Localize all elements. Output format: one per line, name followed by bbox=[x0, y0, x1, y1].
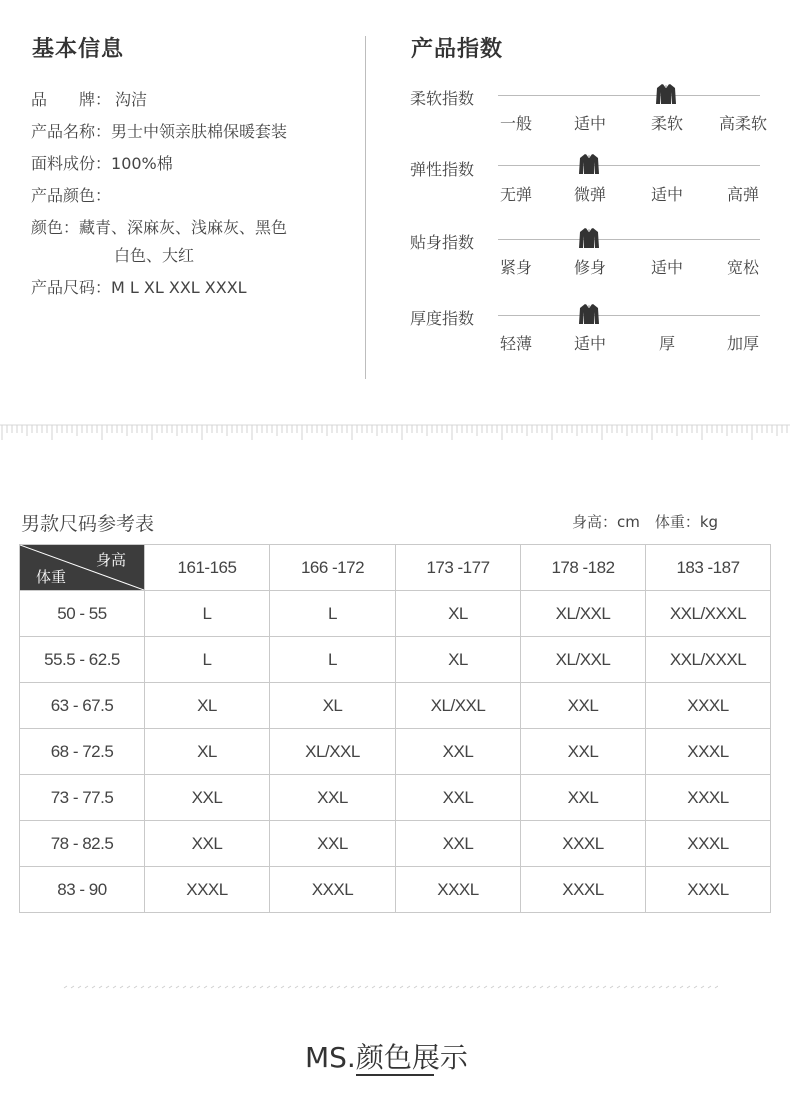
size-cell: XXXL bbox=[646, 821, 771, 867]
table-row bbox=[20, 867, 771, 913]
index-label: 柔软指数 bbox=[410, 89, 475, 108]
index-option: 加厚 bbox=[726, 334, 760, 353]
index-option: 修身 bbox=[573, 258, 607, 277]
product-index-title: 产品指数 bbox=[411, 37, 504, 62]
info-row bbox=[31, 275, 247, 298]
index-option: 适中 bbox=[573, 334, 607, 353]
size-cell: XXL bbox=[521, 729, 646, 775]
table-row bbox=[20, 775, 771, 821]
info-value: 藏青、深麻灰、浅麻灰、黑色 bbox=[79, 218, 288, 237]
size-cell: XXXL bbox=[646, 683, 771, 729]
size-cell: XXL bbox=[145, 775, 270, 821]
index-option: 一般 bbox=[499, 114, 533, 133]
size-cell: XXXL bbox=[396, 867, 521, 913]
corner-weight-label: 体重 bbox=[36, 568, 67, 586]
size-cell: L bbox=[270, 591, 396, 637]
index-option: 高弹 bbox=[726, 185, 760, 204]
table-row bbox=[20, 683, 771, 729]
height-column-header: 178 -182 bbox=[521, 545, 646, 591]
size-cell: XXL bbox=[396, 729, 521, 775]
dashed-divider bbox=[62, 985, 718, 989]
size-cell: L bbox=[145, 637, 270, 683]
size-table-title: 男款尺码参考表 bbox=[21, 513, 155, 535]
weight-cell: 83 - 90 bbox=[20, 867, 145, 913]
size-cell: XXL bbox=[270, 821, 396, 867]
table-row bbox=[20, 591, 771, 637]
corner-height-label: 身高 bbox=[95, 551, 126, 569]
info-row bbox=[31, 183, 111, 206]
index-option: 厚 bbox=[658, 334, 676, 353]
index-label: 贴身指数 bbox=[410, 233, 475, 252]
weight-cell: 78 - 82.5 bbox=[20, 821, 145, 867]
size-table bbox=[19, 544, 771, 913]
weight-cell: 73 - 77.5 bbox=[20, 775, 145, 821]
info-value: 100%棉 bbox=[111, 154, 173, 173]
table-row bbox=[20, 821, 771, 867]
info-value: 男士中领亲肤棉保暖套装 bbox=[111, 122, 288, 141]
index-scale-line bbox=[498, 95, 760, 96]
index-option: 适中 bbox=[650, 185, 684, 204]
info-value: M L XL XXL XXXL bbox=[111, 278, 247, 297]
index-option: 无弹 bbox=[499, 185, 533, 204]
size-cell: XXL bbox=[521, 683, 646, 729]
size-cell: XXL bbox=[396, 821, 521, 867]
size-cell: XXL bbox=[396, 775, 521, 821]
size-cell: XL/XXL bbox=[521, 591, 646, 637]
index-option: 轻薄 bbox=[499, 334, 533, 353]
size-cell: XXL bbox=[521, 775, 646, 821]
info-row bbox=[31, 151, 173, 174]
index-option: 微弹 bbox=[573, 185, 607, 204]
info-value: 白色、大红 bbox=[114, 246, 195, 265]
height-column-header: 166 -172 bbox=[270, 545, 396, 591]
ruler-divider bbox=[0, 422, 790, 440]
section-divider bbox=[365, 36, 366, 379]
index-option: 柔软 bbox=[650, 114, 684, 133]
index-option: 适中 bbox=[650, 258, 684, 277]
info-label: 产品名称： bbox=[31, 122, 112, 141]
size-table-header bbox=[20, 545, 771, 591]
sweater-icon bbox=[578, 227, 600, 249]
size-cell: XL bbox=[396, 591, 521, 637]
size-cell: XL bbox=[396, 637, 521, 683]
index-option: 宽松 bbox=[726, 258, 760, 277]
height-column-header: 161-165 bbox=[145, 545, 270, 591]
size-cell: XXXL bbox=[646, 775, 771, 821]
weight-cell: 55.5 - 62.5 bbox=[20, 637, 145, 683]
size-cell: XXL bbox=[270, 775, 396, 821]
info-row bbox=[31, 243, 194, 266]
weight-cell: 63 - 67.5 bbox=[20, 683, 145, 729]
info-row bbox=[31, 119, 287, 142]
size-cell: XXXL bbox=[646, 729, 771, 775]
size-cell: XXXL bbox=[646, 867, 771, 913]
size-cell: L bbox=[145, 591, 270, 637]
info-label: 颜色： bbox=[31, 218, 80, 237]
table-corner-header bbox=[20, 545, 145, 591]
size-cell: XXXL bbox=[521, 821, 646, 867]
index-scale-line bbox=[498, 315, 760, 316]
size-cell: XXL bbox=[145, 821, 270, 867]
size-cell: XXL/XXXL bbox=[646, 591, 771, 637]
size-cell: L bbox=[270, 637, 396, 683]
info-label: 产品颜色： bbox=[31, 186, 112, 205]
unit-note: 身高：cm 体重：kg bbox=[572, 513, 719, 531]
index-option: 紧身 bbox=[499, 258, 533, 277]
basic-info-title: 基本信息 bbox=[32, 37, 125, 62]
height-column-header: 183 -187 bbox=[646, 545, 771, 591]
size-cell: XL/XXL bbox=[270, 729, 396, 775]
sweater-icon bbox=[578, 153, 600, 175]
size-cell: XL/XXL bbox=[396, 683, 521, 729]
height-column-header: 173 -177 bbox=[396, 545, 521, 591]
index-label: 弹性指数 bbox=[410, 160, 475, 179]
weight-cell: 50 - 55 bbox=[20, 591, 145, 637]
title-underline bbox=[356, 1074, 434, 1076]
index-scale-line bbox=[498, 239, 760, 240]
table-row bbox=[20, 729, 771, 775]
size-cell: XXXL bbox=[521, 867, 646, 913]
index-option: 高柔软 bbox=[718, 114, 768, 133]
index-label: 厚度指数 bbox=[410, 309, 475, 328]
weight-cell: 68 - 72.5 bbox=[20, 729, 145, 775]
color-section-title: MS.颜色展示 bbox=[305, 1041, 468, 1074]
size-cell: XXXL bbox=[270, 867, 396, 913]
info-value: 沟洁 bbox=[115, 90, 148, 109]
size-cell: XL/XXL bbox=[521, 637, 646, 683]
sweater-icon bbox=[655, 83, 677, 105]
info-row bbox=[31, 87, 147, 110]
index-scale-line bbox=[498, 165, 760, 166]
index-option: 适中 bbox=[573, 114, 607, 133]
table-row bbox=[20, 637, 771, 683]
size-cell: XL bbox=[270, 683, 396, 729]
size-cell: XXL/XXXL bbox=[646, 637, 771, 683]
sweater-icon bbox=[578, 303, 600, 325]
size-cell: XL bbox=[145, 683, 270, 729]
info-row bbox=[31, 215, 287, 238]
size-cell: XXXL bbox=[145, 867, 270, 913]
info-label: 产品尺码： bbox=[31, 278, 112, 297]
size-cell: XL bbox=[145, 729, 270, 775]
info-label: 品 牌： bbox=[31, 90, 112, 109]
info-label: 面料成份： bbox=[31, 154, 112, 173]
